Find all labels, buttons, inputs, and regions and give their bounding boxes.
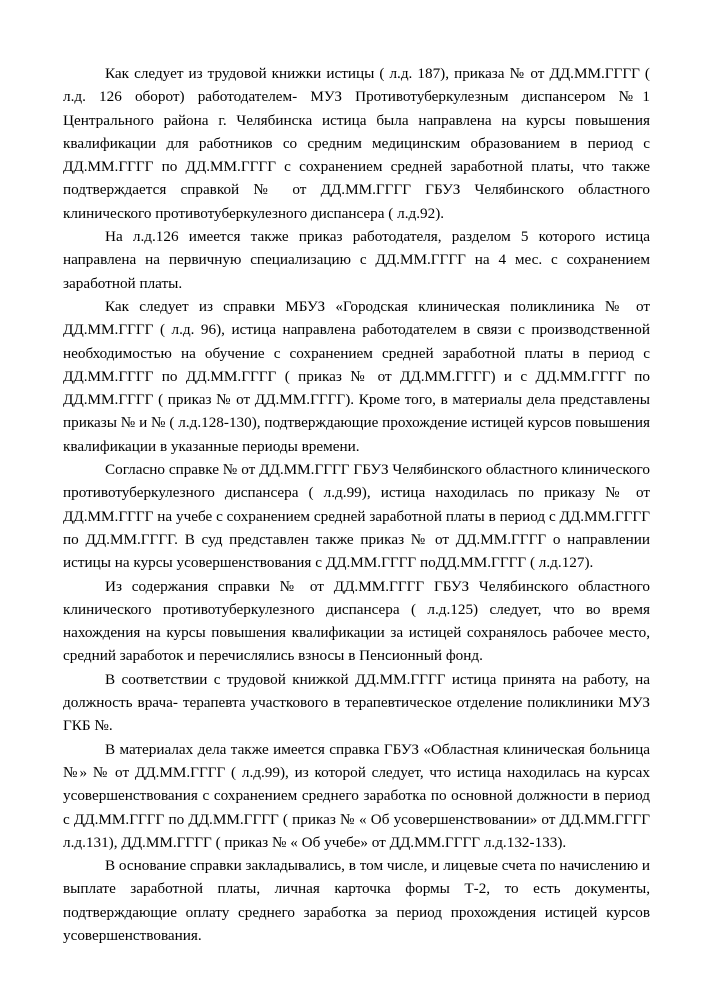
paragraph: Согласно справке № от ДД.ММ.ГГГГ ГБУЗ Челябинского областного клинического противотуберкулезного диспансера ( л.д.99), истица находилась по приказу № от ДД.ММ.ГГГГ на учебе с сохранением средней заработной платы в период с ДД.ММ.ГГГГ по ДД.ММ.ГГГГ. В суд представлен также приказ № от ДД.ММ.ГГГГ о направлении истицы на курсы усовершенствования с ДД.ММ.ГГГГ поДД.ММ.ГГГГ ( л.д.127). [63,461,650,572]
paragraph: На л.д.126 имеется также приказ работодателя, разделом 5 которого истица направлена на первичную специализацию с ДД.ММ.ГГГГ на 4 мес. с сохранением заработной платы. [63,228,650,292]
paragraph: Как следует из трудовой книжки истицы ( л.д. 187), приказа № от ДД.ММ.ГГГГ ( л.д. 126 оборот) работодателем- МУЗ Противотуберкулезным диспансером №1 Центрального района г. Челябинска истица была направлена на курсы повышения квалификации для работников со средним медицинским образованием в период с ДД.ММ.ГГГГ по ДД.ММ.ГГГГ с сохранением средней заработной платы, что также подтверждается справкой № от ДД.ММ.ГГГГ ГБУЗ Челябинского областного клинического противотуберкулезного диспансера ( л.д.92). [63,65,650,222]
paragraph: В основание справки закладывались, в том числе, и лицевые счета по начислению и выплате заработной платы, личная карточка формы Т-2, то есть документы, подтверждающие оплату среднего заработка за период прохождения истицей курсов усовершенствования. [63,857,650,944]
paragraph: Из содержания справки № от ДД.ММ.ГГГГ ГБУЗ Челябинского областного клинического противотуберкулезного диспансера ( л.д.125) следует, что во время нахождения на курсы повышения квалификации за истицей сохранялось рабочее место, средний заработок и перечислялись взносы в Пенсионный фонд. [63,577,650,665]
paragraph: Как следует из справки МБУЗ «Городская клиническая поликлиника № от ДД.ММ.ГГГГ ( л.д. 96), истица направлена работодателем в связи с производственной необходимостью на обучение с сохранением средней заработной платы в период с ДД.ММ.ГГГГ по ДД.ММ.ГГГГ ( приказ № от ДД.ММ.ГГГГ) и с ДД.ММ.ГГГГ по ДД.ММ.ГГГГ ( приказ № от ДД.ММ.ГГГГ). Кроме того, в материалы дела представлены приказы № и № ( л.д.128-130), подтверждающие прохождение истицей курсов повышения квалификации в указанные периоды времени. [63,297,650,455]
paragraph: В материалах дела также имеется справка ГБУЗ «Областная клиническая больница №» № от ДД.ММ.ГГГГ ( л.д.99), из которой следует, что истица находилась на курсах усовершенствования с сохранением среднего заработка по основной должности в период с ДД.ММ.ГГГГ по ДД.ММ.ГГГГ ( приказ № « Об усовершенствовании» от ДД.ММ.ГГГГ л.д.131), ДД.ММ.ГГГГ ( приказ № « Об учебе» от ДД.ММ.ГГГГ л.д.132-133). [63,740,650,851]
document-body [63,62,650,947]
paragraph: В соответствии с трудовой книжкой ДД.ММ.ГГГГ истица принята на работу, на должность врача- терапевта участкового в терапевтическое отделение поликлиники МУЗ ГКБ №. [63,670,650,735]
